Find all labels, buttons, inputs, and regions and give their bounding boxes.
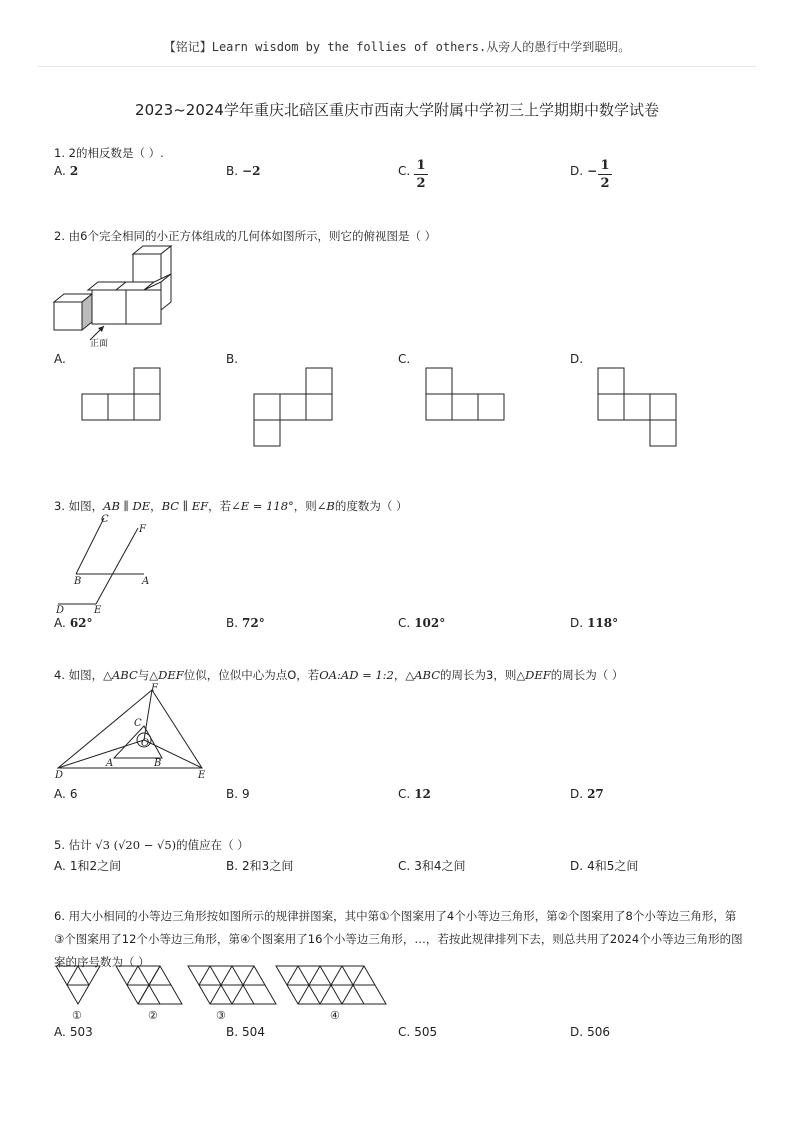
question-6-option-c[interactable] — [398, 1025, 437, 1039]
question-1-option-c-fraction — [414, 158, 428, 191]
point-label-b: B — [154, 758, 162, 769]
question-1-option-d-fraction — [598, 158, 612, 191]
stem-math: OA:AD = 1:2 — [319, 668, 394, 682]
stem-math: △ABC — [103, 668, 138, 682]
header-divider — [38, 66, 756, 67]
question-4-option-d[interactable] — [570, 787, 604, 801]
question-5-stem — [54, 837, 249, 853]
option-letter: B. — [226, 859, 239, 873]
question-2-stem: 2. 由6个完全相同的小正方体组成的几何体如图所示，则它的俯视图是（ ） — [54, 229, 437, 243]
fraction-numerator: 1 — [600, 158, 610, 173]
question-1-option-b[interactable] — [226, 164, 260, 178]
option-letter: A. — [54, 1025, 66, 1039]
top-view-option-b — [254, 368, 334, 448]
fraction-numerator: 1 — [416, 158, 426, 173]
option-value: 3和4之间 — [414, 859, 466, 873]
question-4-option-a[interactable] — [54, 787, 77, 801]
stem-text: ， — [150, 499, 162, 513]
option-value: 118° — [587, 616, 619, 630]
option-value: 102° — [414, 616, 446, 630]
point-label-b: B — [74, 576, 82, 587]
stem-math: ∠E = 118° — [231, 499, 294, 513]
fraction-denominator: 2 — [600, 176, 610, 191]
stem-text: 4. 如图， — [54, 668, 104, 682]
point-label-f: F — [151, 683, 158, 694]
question-3-option-b[interactable] — [226, 616, 265, 630]
question-3-option-a[interactable] — [54, 616, 93, 630]
fraction-bar — [598, 174, 612, 175]
question-5-option-d[interactable] — [570, 857, 638, 874]
point-label-f: F — [139, 524, 146, 535]
question-4-option-b[interactable] — [226, 787, 250, 801]
question-2-option-c[interactable] — [398, 352, 410, 366]
fraction-denominator: 2 — [416, 176, 426, 191]
point-label-e: E — [198, 770, 206, 781]
question-5-option-a[interactable] — [54, 857, 121, 874]
question-1-option-a[interactable] — [54, 164, 78, 178]
option-letter: A. — [54, 787, 66, 801]
question-2-solid-figure — [50, 246, 180, 350]
stem-text: ，若 — [208, 499, 232, 513]
option-value: 506 — [587, 1025, 610, 1039]
option-value: 4和5之间 — [587, 859, 639, 873]
option-letter: B. — [226, 787, 239, 801]
option-letter: D. — [570, 787, 584, 801]
pattern-label-3: ③ — [216, 1009, 226, 1022]
stem-text: 的周长为（ ） — [550, 668, 624, 682]
stem-math: AB ∥ DE — [103, 499, 151, 513]
stem-text: 位似，位似中心为点O，若 — [183, 668, 320, 682]
top-view-option-d — [598, 368, 678, 448]
question-3-parallel-lines-figure — [52, 512, 162, 616]
question-2-option-d[interactable] — [570, 352, 583, 366]
question-3-option-d[interactable] — [570, 616, 618, 630]
point-label-o: O — [141, 738, 150, 749]
question-4-similar-triangles-figure — [52, 682, 212, 784]
stem-text: 的度数为（ ） — [334, 499, 408, 513]
option-value: 503 — [69, 1025, 93, 1039]
stem-text: ， — [393, 668, 406, 682]
point-label-d: D — [56, 605, 65, 616]
stem-math: √3 (√20 − √5) — [95, 838, 177, 852]
option-value: 62° — [69, 616, 93, 630]
point-label-e: E — [94, 605, 102, 616]
fraction-bar — [414, 174, 428, 175]
option-value: 6 — [69, 787, 78, 801]
question-5-option-b[interactable] — [226, 857, 293, 874]
option-value: −2 — [242, 164, 261, 178]
point-label-d: D — [55, 770, 64, 781]
option-letter: A. — [54, 352, 66, 366]
header-motto: 【铭记】Learn wisdom by the follies of others.从旁人的愚行中学到聪明。 — [163, 40, 631, 54]
exam-title: 2023~2024学年重庆北碚区重庆市西南大学附属中学初三上学期期中数学试卷 — [135, 101, 659, 119]
pattern-label-2: ② — [148, 1009, 158, 1022]
stem-text: 3. 如图， — [54, 499, 104, 513]
option-value: 9 — [242, 787, 250, 801]
point-label-c: C — [101, 514, 109, 525]
option-value: 2和3之间 — [242, 859, 294, 873]
question-5-option-c[interactable] — [398, 857, 465, 874]
stem-text: 的值应在（ ） — [176, 838, 249, 852]
option-letter: D. — [570, 164, 584, 178]
option-letter: C. — [398, 1025, 411, 1039]
option-value: 72° — [242, 616, 265, 630]
stem-text: 的周长为3，则 — [440, 668, 517, 682]
question-2-option-b[interactable] — [226, 352, 238, 366]
stem-math: △ABC — [405, 668, 440, 682]
option-letter: B. — [226, 1025, 239, 1039]
front-view-label: 正面 — [90, 339, 109, 349]
question-1-option-d[interactable] — [570, 164, 597, 178]
option-letter: C. — [398, 164, 411, 178]
pattern-label-1: ① — [72, 1009, 82, 1022]
option-letter: C. — [398, 787, 411, 801]
stem-text: 5. 估计 — [54, 838, 96, 852]
option-value: 2 — [69, 164, 79, 178]
stem-math: △DEF — [516, 668, 551, 682]
question-4-option-c[interactable] — [398, 787, 431, 801]
point-label-a: A — [106, 758, 114, 769]
stem-math: ∠B — [316, 499, 335, 513]
question-1-stem: 1. 2的相反数是（ ）. — [54, 146, 164, 160]
option-value: 505 — [414, 1025, 438, 1039]
option-sign: − — [587, 164, 598, 178]
question-1-option-c[interactable] — [398, 164, 410, 178]
pattern-label-4: ④ — [330, 1009, 340, 1022]
option-letter: D. — [570, 1025, 584, 1039]
option-letter: A. — [54, 164, 66, 178]
question-6-stem: 6. 用大小相同的小等边三角形按如图所示的规律拼图案，其中第①个图案用了4个小等边三角形，第②个图案用了8个小等边三角形，第③个图案用了12个小等边三角形，第④个图案用了16个小等边三角形，…，若按此规律排列下去，则总共用了2024个小等边三角形的图案的序号数为（ ） — [54, 909, 743, 969]
option-value: 12 — [414, 787, 431, 801]
option-letter: B. — [226, 616, 239, 630]
question-6-triangle-patterns-figure — [54, 964, 394, 1022]
option-letter: A. — [54, 859, 66, 873]
question-6-option-a[interactable] — [54, 1025, 93, 1039]
stem-math: BC ∥ EF — [161, 499, 209, 513]
option-letter: D. — [570, 352, 584, 366]
point-label-c: C — [134, 718, 142, 729]
option-letter: D. — [570, 859, 584, 873]
question-6-option-d[interactable] — [570, 1025, 610, 1039]
top-view-option-a — [82, 368, 162, 422]
stem-math: △DEF — [149, 668, 184, 682]
option-value: 1和2之间 — [69, 859, 122, 873]
point-label-a: A — [142, 576, 150, 587]
stem-text: ，则 — [293, 499, 317, 513]
top-view-option-c — [426, 368, 506, 422]
option-letter: C. — [398, 616, 411, 630]
question-3-option-c[interactable] — [398, 616, 445, 630]
question-4-stem — [54, 667, 623, 683]
option-letter: A. — [54, 616, 66, 630]
option-letter: B. — [226, 164, 239, 178]
option-letter: C. — [398, 859, 411, 873]
option-letter: C. — [398, 352, 411, 366]
option-value: 504 — [242, 1025, 265, 1039]
option-value: 27 — [587, 787, 604, 801]
question-6-option-b[interactable] — [226, 1025, 265, 1039]
stem-text: 与 — [137, 668, 150, 682]
option-letter: B. — [226, 352, 239, 366]
option-letter: D. — [570, 616, 584, 630]
question-2-option-a[interactable] — [54, 352, 66, 366]
